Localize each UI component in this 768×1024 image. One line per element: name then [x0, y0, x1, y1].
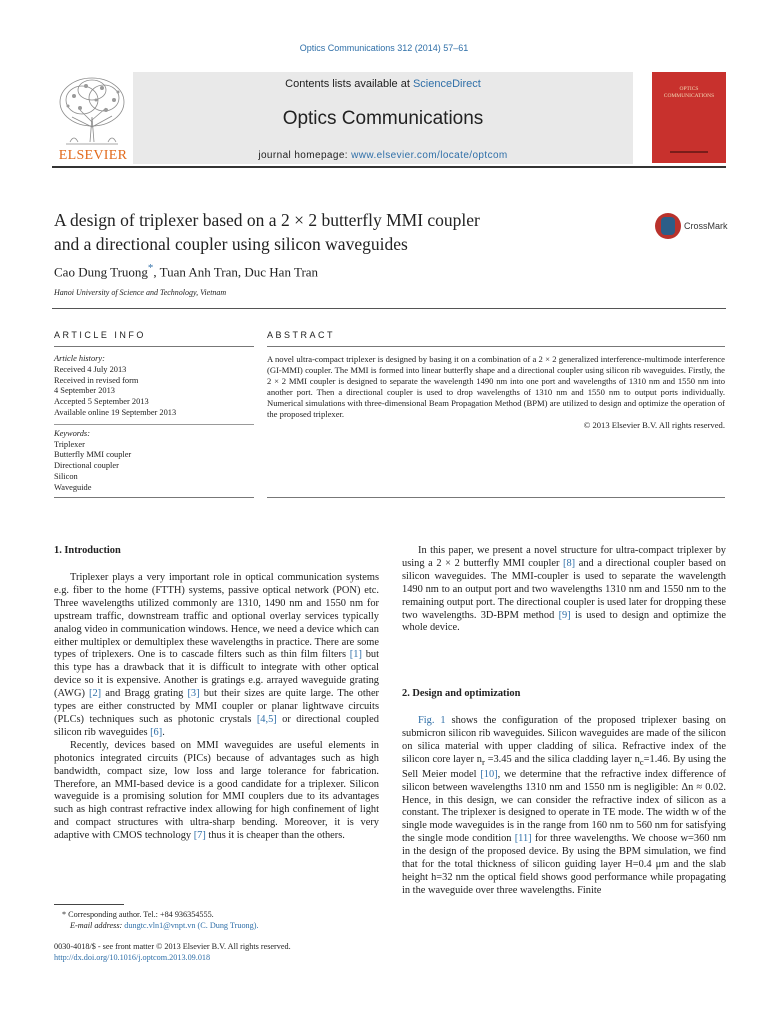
article-info-block — [54, 354, 254, 494]
cover-bar — [670, 151, 708, 153]
intro-paragraph-2: Recently, devices based on MMI waveguides are useful elements in photonics integrated circuits (PICs) because of advantages such as high bandwidth, compact size, low loss and large tolerance for fabrication. Therefore, an MMI-based device is a good candidate for a triplexer. Silicon waveguide is a promising solution for MMI couplers due to its advantages such as high contrast refractive index allowing for high confinement of light and compact structures with ultra-sharp bending. Moreover, it is very adaptive with CMOS technology [7] thus it is cheaper than the others. — [54, 739, 379, 842]
sciencedirect-link[interactable]: ScienceDirect — [412, 78, 481, 90]
homepage-link[interactable]: www.elsevier.com/locate/optcom — [351, 150, 508, 161]
front-matter — [54, 941, 414, 963]
corresponding-author-mark[interactable]: * — [147, 262, 154, 274]
keywords-label: Keywords: — [54, 428, 90, 438]
history-item: Available online 19 September 2013 — [54, 407, 177, 417]
keyword-item: Directional coupler — [54, 461, 119, 471]
issn-line: 0030-4018/$ - see front matter © 2013 Elsevier B.V. All rights reserved. — [54, 942, 291, 951]
contents-prefix: Contents lists available at — [285, 78, 413, 90]
history-item: Received in revised form — [54, 375, 139, 385]
contents-availability — [133, 78, 633, 90]
article-title — [54, 208, 614, 256]
ref-link[interactable]: [8] — [563, 557, 576, 569]
article-info-heading: ARTICLE INFO — [54, 330, 146, 340]
history-label: Article history: — [54, 354, 105, 363]
corresponding-author-note: * Corresponding author. Tel.: +84 936354555. — [62, 910, 214, 919]
abstract-heading: ABSTRACT — [267, 330, 336, 340]
affiliation: Hanoi University of Science and Technology, Vietnam — [54, 288, 227, 297]
history-item: Received 4 July 2013 — [54, 364, 127, 374]
journal-cover-thumbnail[interactable] — [652, 72, 726, 163]
article-title-line2: and a directional coupler using silicon waveguides — [54, 234, 408, 254]
other-authors: , Tuan Anh Tran, Duc Han Tran — [153, 264, 319, 280]
abstract-text — [267, 354, 725, 431]
ref-link[interactable]: [7] — [193, 830, 206, 842]
footnote — [54, 909, 374, 931]
section-2-title: 2. Design and optimization — [402, 688, 521, 699]
abstract-bottom-rule — [267, 497, 725, 498]
crossmark-inner-icon — [661, 217, 675, 235]
journal-name: Optics Communications — [282, 108, 484, 129]
keyword-item: Butterfly MMI coupler — [54, 450, 132, 460]
ref-link[interactable]: [1] — [349, 649, 362, 661]
history-item: Accepted 5 September 2013 — [54, 397, 149, 407]
journal-citation[interactable]: Optics Communications 312 (2014) 57–61 — [299, 43, 469, 53]
footnote-rule — [54, 904, 124, 905]
ref-link[interactable]: [9] — [558, 609, 571, 621]
ref-link[interactable]: [2] — [89, 688, 102, 700]
author-1: Cao Dung Truong — [54, 264, 148, 280]
cover-title-line1: OPTICS — [679, 86, 699, 92]
article-info-bottom-rule — [54, 497, 254, 498]
keyword-item: Triplexer — [54, 439, 85, 449]
ref-link[interactable]: [3] — [187, 688, 200, 700]
section-1-title: 1. Introduction — [54, 545, 121, 556]
history-item: 4 September 2013 — [54, 386, 115, 396]
email-link[interactable]: dungtc.vln1@vnpt.vn (C. Dung Truong). — [124, 921, 259, 930]
design-paragraph: Fig. 1 shows the configuration of the proposed triplexer basing on submicron silicon rib waveguides. Silicon waveguides are made of the silicon on silica material with upper cladding of silica. Refractive index of the silicon core layer $n_r =3.45$ and the silica cladding layer $n_c=1.46$. By using the Sell Meier model [10], we determine that the refractive index difference of silicon between wavelengths 1310 nm and 1550 nm is negligible: Δn ≈ 0.02. Hence, in this design, we can consider the refractive index of silicon as a constant. The triplexer is designed to operate in TE mode. The width w of the single mode waveguides is in the range from 160 nm to 560 nm for satisfying the single mode condition [11] for three wavelengths. We choose w=360 nm in the design of the proposed device. By using the BPM simulation, we find that for the total thickness of silicon guiding layer H=0.4 μm and the slab height h=32 nm the optical field shows good performance while propagating in the waveguide over three wavelengths. Finite — [402, 715, 726, 896]
cover-title-line2: COMMUNICATIONS — [663, 93, 715, 99]
figure-link[interactable]: Fig. 1 — [418, 715, 446, 726]
keyword-item: Silicon — [54, 471, 78, 481]
email-line: E-mail address: dungtc.vln1@vnpt.vn (C. Dung Truong). — [70, 921, 259, 930]
author-list — [54, 262, 318, 280]
crossmark-label[interactable]: CrossMark — [684, 221, 728, 231]
ref-link[interactable]: [11] — [514, 833, 532, 845]
publisher-name: ELSEVIER — [58, 148, 128, 163]
intro-paragraph-1: Triplexer plays a very important role in optical communication systems e.g. fiber to the home (FTTH) systems, passive optical network (PON) etc. Three wavelengths utilized commonly are 1310, 1490 nm and 1550 nm for upstream traffic, downstream traffic and optional overlay services typically analog video in communication windows. Hence, we need a device which can either multiplex or demultiplex these wavelengths in practice. There are some types of triplexers. One is to cascade filters such as thin film filters [1] but this type has a drawback that it is difficult to integrate with other optical device so it is expensive. Another is gratings e.g. arrayed waveguide grating (AWG) [2] and Bragg grating [3] but their sizes are quite large. The other types are either constructed by MMI coupler or planar lightwave circuits (PLCs) techniques such as photonic crystals [4,5] or directional coupled silicon rib waveguides [6]. — [54, 572, 380, 738]
homepage-prefix: journal homepage: — [258, 150, 352, 161]
article-title-line1: A design of triplexer based on a 2 × 2 butterfly MMI coupler — [54, 210, 480, 230]
affiliation-rule — [52, 308, 726, 309]
keywords-rule — [54, 424, 254, 425]
journal-homepage — [133, 150, 633, 161]
abstract-rule — [267, 346, 725, 347]
ref-link[interactable]: [6] — [150, 726, 163, 738]
ref-link[interactable]: [10] — [480, 768, 498, 780]
abstract-body: A novel ultra-compact triplexer is designed by basing it on a combination of a 2 × 2 generalized interference-multimode interference (GI-MMI) coupler. The MMI is formed into linear butterfly shape and a directional coupler using silicon rib waveguides. Firstly, the 2 × 2 MMI coupler is designed to separate the wavelength 1490 nm into one port and wavelengths of 1310 nm and 1550 nm into another port. Then a directional coupler is used to drop wavelengths of 1310 nm and 1550 nm to output ports individually. Numerical simulations with three-dimensional Beam Propagation Method (BPM) are utilized to design and optimize the operation of the proposed triplexer. — [267, 354, 725, 419]
header-rule — [52, 166, 726, 168]
keyword-item: Waveguide — [54, 482, 92, 492]
ref-link[interactable]: [4,5] — [256, 713, 277, 725]
intro-paragraph-3: In this paper, we present a novel structure for ultra-compact triplexer by using a 2 × 2 butterfly MMI coupler [8] and a directional coupler based on silicon waveguides. The MMI-coupler is used to separate the wavelength 1490 nm to an output port and two wavelengths 1310 nm and 1550 nm to the remaining output port. The directional coupler is used later for dropping these two wavelengths. 3D-BPM method [9] is used to design and optimize the whole device. — [402, 545, 726, 634]
intro-column — [54, 572, 379, 843]
abstract-copyright: © 2013 Elsevier B.V. All rights reserved. — [583, 420, 725, 430]
doi-link[interactable]: http://dx.doi.org/10.1016/j.optcom.2013.09.018 — [54, 953, 211, 962]
article-info-rule — [54, 346, 254, 347]
